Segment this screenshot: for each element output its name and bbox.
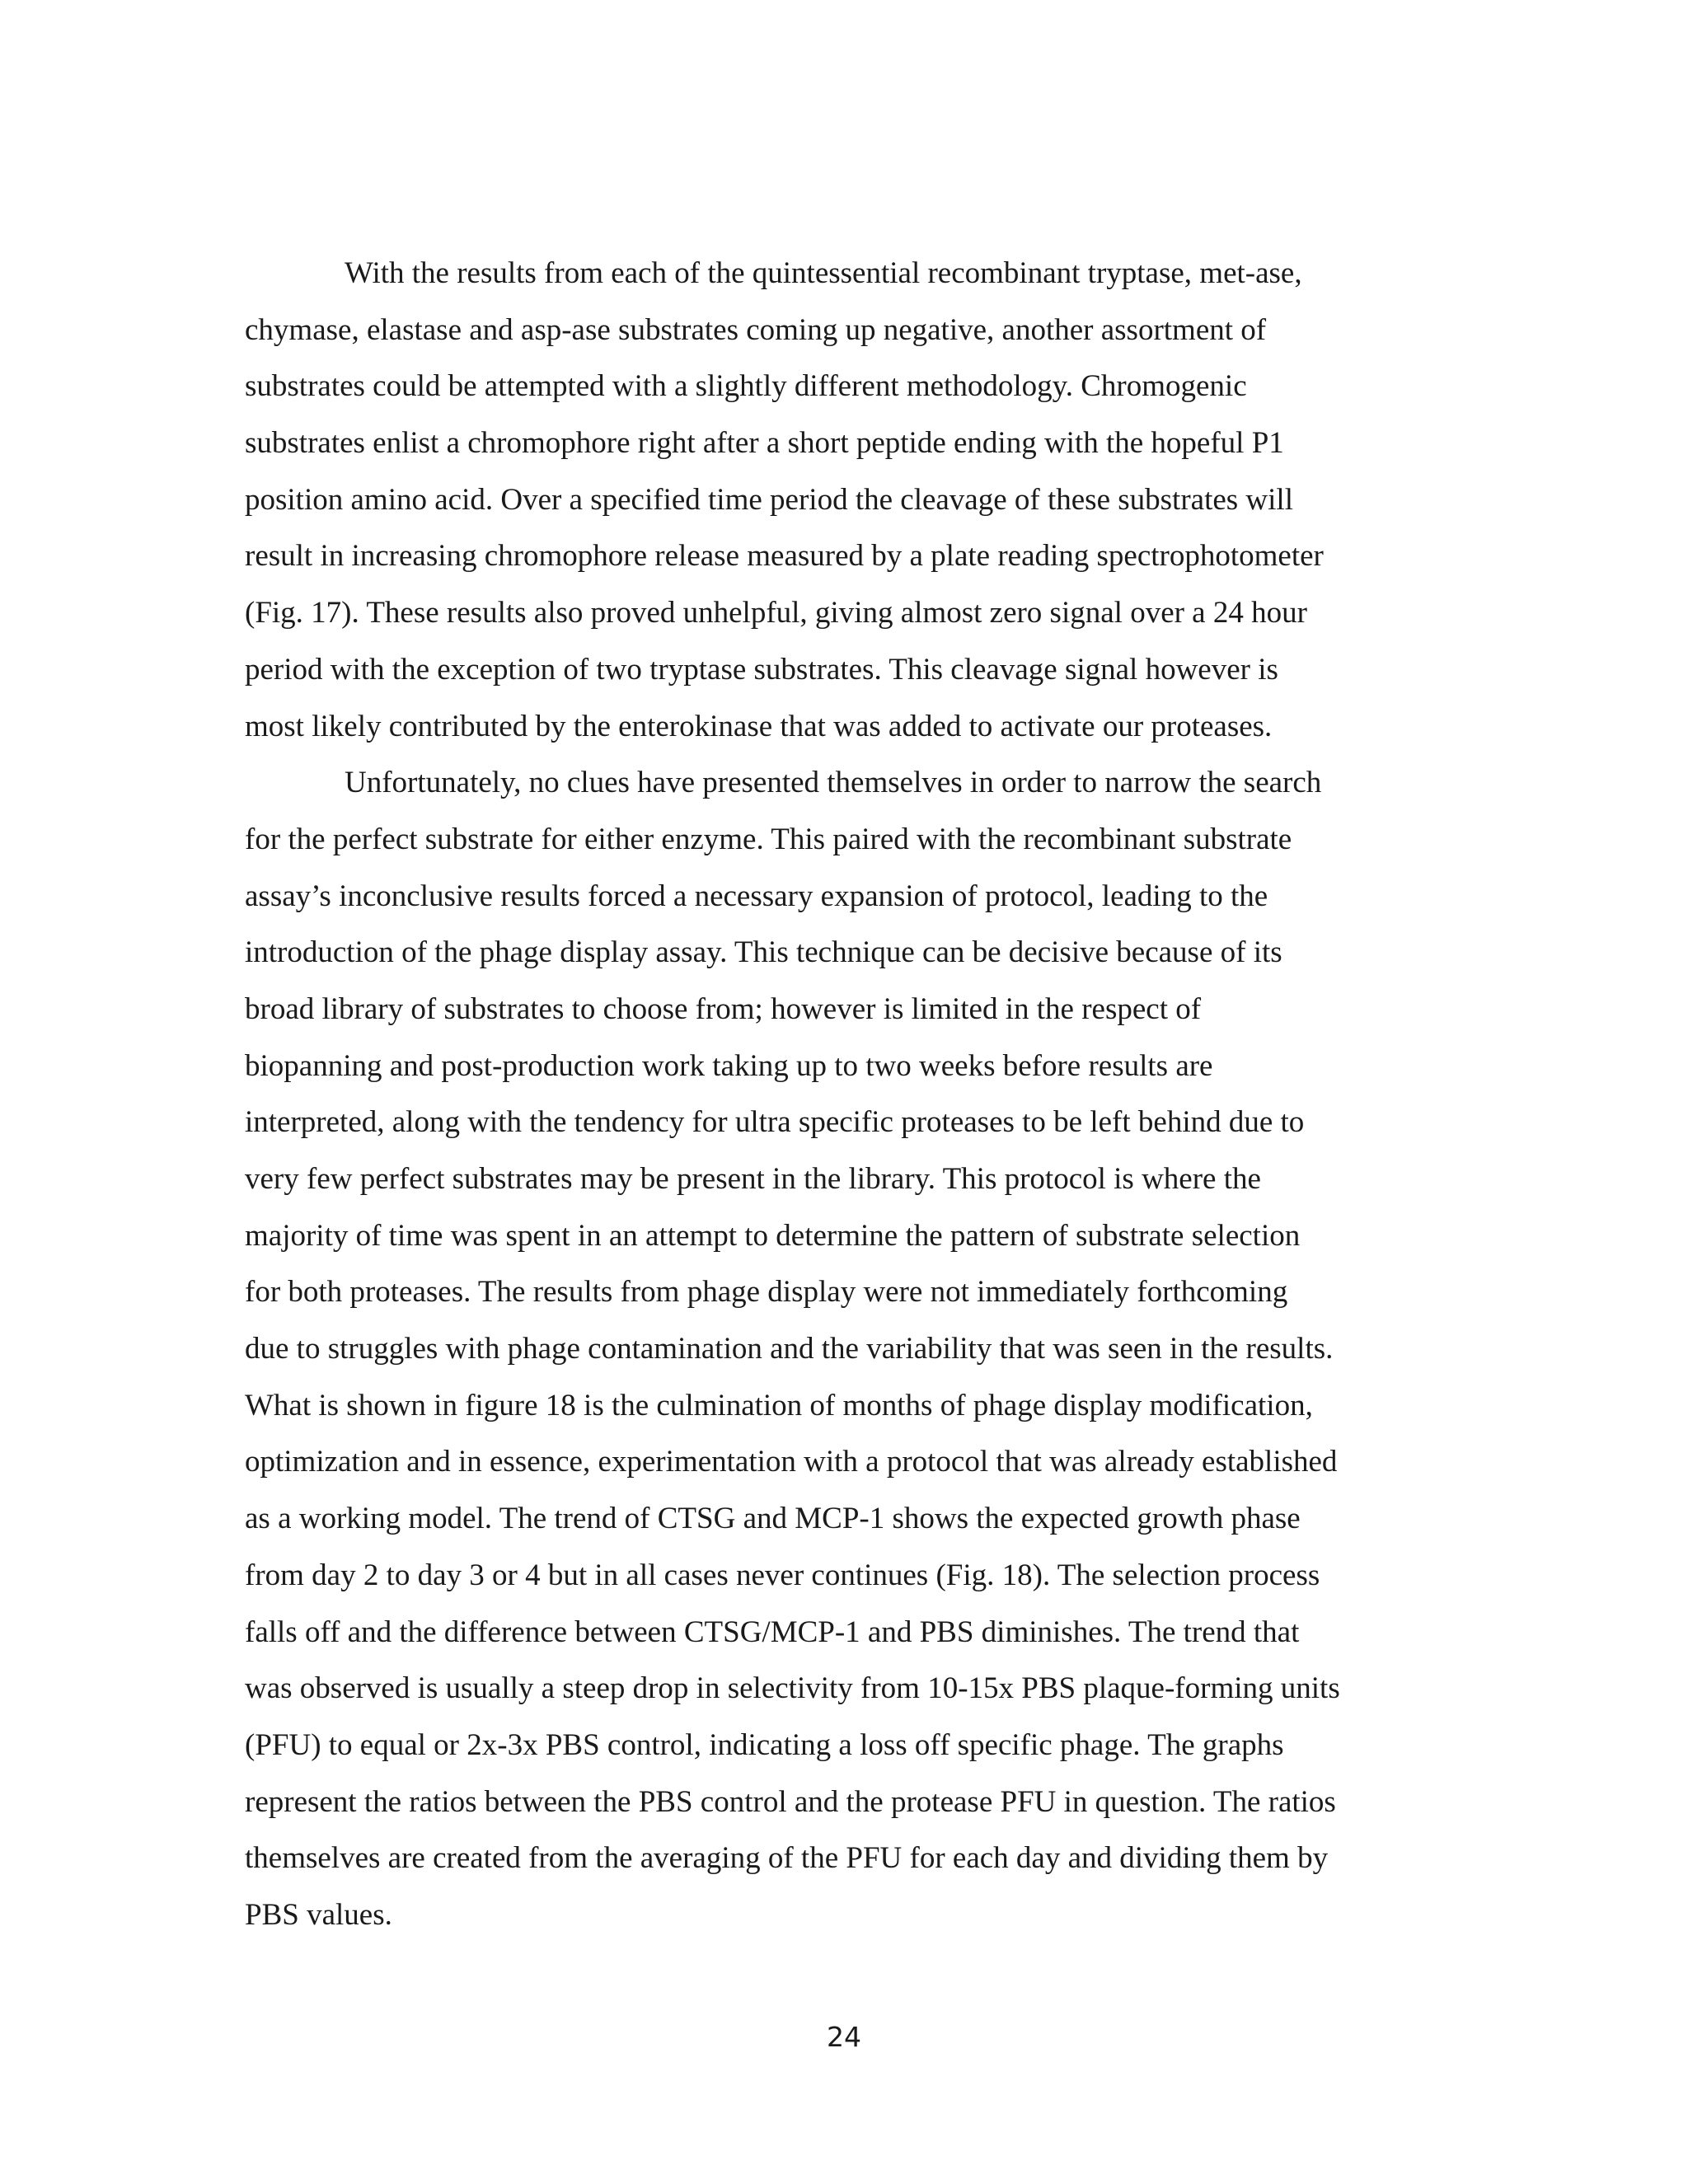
text-line: chymase, elastase and asp-ase substrates coming up negative, another assortment of — [245, 312, 1267, 347]
text-line: (PFU) to equal or 2x-3x PBS control, indicating a loss off specific phage. The graphs — [245, 1727, 1284, 1762]
text-line: With the results from each of the quintessential recombinant tryptase, met-ase, — [345, 256, 1302, 290]
body-text — [245, 246, 1444, 1944]
text-line: introduction of the phage display assay. This technique can be decisive because of its — [245, 935, 1282, 970]
text-line: period with the exception of two tryptase substrates. This cleavage signal however is — [245, 652, 1278, 687]
text-line: for the perfect substrate for either enzyme. This paired with the recombinant substrate — [245, 822, 1292, 856]
text-line: result in increasing chromophore release measured by a plate reading spectrophotometer — [245, 539, 1324, 574]
text-line: as a working model. The trend of CTSG and MCP-1 shows the expected growth phase — [245, 1502, 1301, 1536]
text-line: was observed is usually a steep drop in selectivity from 10-15x PBS plaque-forming units — [245, 1671, 1340, 1706]
text-line: represent the ratios between the PBS control and the protease PFU in question. The ratios — [245, 1784, 1336, 1819]
text-line: (Fig. 17). These results also proved unhelpful, giving almost zero signal over a 24 hour — [245, 596, 1307, 630]
text-line: majority of time was spent in an attempt to determine the pattern of substrate selection — [245, 1218, 1301, 1253]
text-line: broad library of substrates to choose from; however is limited in the respect of — [245, 991, 1202, 1026]
text-line: assay’s inconclusive results forced a necessary expansion of protocol, leading to the — [245, 879, 1268, 913]
text-line: substrates enlist a chromophore right after a short peptide ending with the hopeful P1 — [245, 426, 1284, 461]
text-line: position amino acid. Over a specified time period the cleavage of these substrates will — [245, 482, 1293, 517]
text-line: falls off and the difference between CTSG/MCP-1 and PBS diminishes. The trend that — [245, 1615, 1300, 1649]
text-line: interpreted, along with the tendency for ultra specific proteases to be left behind due to — [245, 1105, 1305, 1140]
text-line: Unfortunately, no clues have presented themselves in order to narrow the search — [345, 766, 1322, 800]
text-line: What is shown in figure 18 is the culmination of months of phage display modification, — [245, 1388, 1313, 1422]
text-line: PBS values. — [245, 1897, 392, 1932]
text-line: from day 2 to day 3 or 4 but in all cases never continues (Fig. 18). The selection process — [245, 1558, 1320, 1592]
page-number: 24 — [827, 2021, 861, 2053]
text-line: themselves are created from the averaging of the PFU for each day and dividing them by — [245, 1841, 1329, 1876]
text-line: optimization and in essence, experimentation with a protocol that was already established — [245, 1445, 1338, 1479]
paragraph-2 — [245, 755, 1444, 1943]
paragraph-1 — [245, 246, 1444, 755]
text-line: substrates could be attempted with a slightly different methodology. Chromogenic — [245, 369, 1247, 404]
text-line: biopanning and post-production work taking up to two weeks before results are — [245, 1048, 1213, 1083]
text-line: due to struggles with phage contamination and the variability that was seen in the results. — [245, 1332, 1334, 1366]
text-line: very few perfect substrates may be present in the library. This protocol is where the — [245, 1162, 1261, 1196]
text-line: for both proteases. The results from phage display were not immediately forthcoming — [245, 1275, 1288, 1310]
text-line: most likely contributed by the enterokinase that was added to activate our proteases. — [245, 709, 1273, 743]
